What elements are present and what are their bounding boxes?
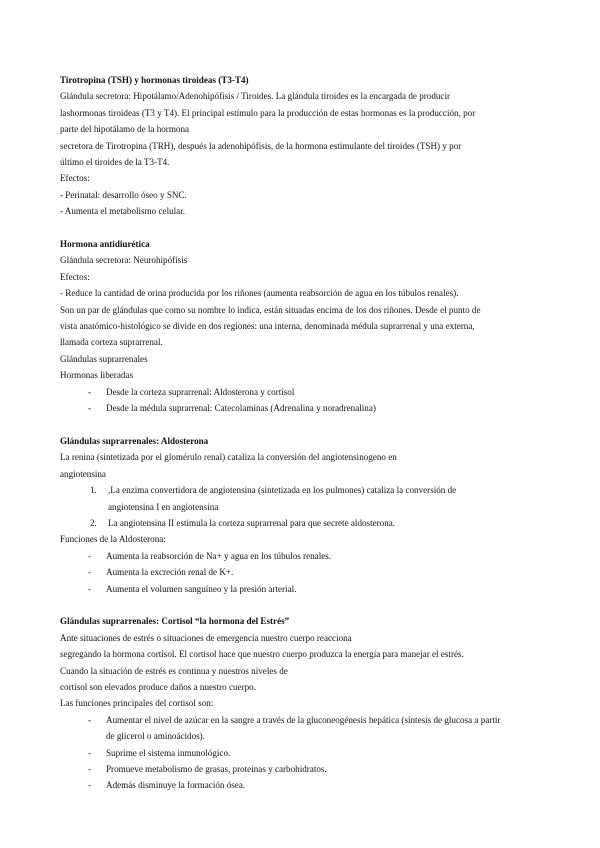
paragraph-line: Ante situaciones de estrés o situaciones de emergencia nuestro cuerpo reacciona bbox=[60, 632, 352, 643]
numbered-item: 1. ,La enzima convertidora de angiotensina (sintetizada en los pulmones) cataliza la conversión de angiotensina I en angiotensina bbox=[60, 482, 536, 515]
spacer bbox=[60, 220, 536, 236]
paragraph-line: La renina (sintetizada por el glomérulo renal) cataliza la conversión del angiotensinogeno en bbox=[60, 452, 397, 463]
paragraph-line: Glándula secretora: Neurohipófisis bbox=[60, 255, 188, 266]
effects-label: Efectos: bbox=[60, 173, 90, 184]
paragraph-line: lashormonas tiroideas (T3 y T4). El principal estímulo para la producción de estas hormonas es la producción, por bbox=[60, 107, 476, 118]
paragraph-line: cortisol son elevados produce daños a nuestro cuerpo. bbox=[60, 681, 256, 692]
bullet-dash: - bbox=[88, 747, 92, 758]
item-number: 1. bbox=[90, 485, 97, 496]
list-item: - Desde la médula suprarrenal: Catecolaminas (Adrenalina y noradrenalina) bbox=[60, 400, 536, 416]
paragraph-line: vista anatómico-histológico se divide en dos regiones: una interna, denominada médula suprarrenal y una externa, bbox=[60, 321, 475, 332]
paragraph-line: Cuando la situación de estrés es continua y nuestros niveles de bbox=[60, 665, 288, 676]
bullet-dash: - bbox=[88, 567, 92, 578]
bullet-dash: - bbox=[88, 780, 92, 791]
effect-item: - Aumenta el metabolismo celular. bbox=[60, 206, 186, 217]
effect-item: - Perinatal: desarrollo óseo y SNC. bbox=[60, 189, 187, 200]
numbered-item: 2. La angiotensina II estimula la corteza suprarrenal para que secrete aldosterona. bbox=[60, 515, 536, 531]
bullet-dash: - bbox=[88, 386, 92, 397]
section-title-aldosterona: Glándulas suprarrenales: Aldosterona bbox=[60, 435, 209, 446]
effects-label: Efectos: bbox=[60, 271, 90, 282]
paragraph-line: Glándulas suprarrenales bbox=[60, 353, 148, 364]
document-body bbox=[60, 72, 536, 794]
list-item: - Además disminuye la formación ósea. bbox=[60, 777, 536, 793]
bullet-dash: - bbox=[88, 403, 92, 414]
paragraph-line: último el tiroides de la T3-T4. bbox=[60, 157, 170, 168]
paragraph-line: angiotensina bbox=[60, 468, 106, 479]
list-item: - Suprime el sistema inmunológico. bbox=[60, 745, 536, 761]
list-item: - Aumentar el nivel de azúcar en la sangre a través de la gluconeogénesis hepática (síntesis de glucosa a partir de glicerol o aminoácidos). bbox=[60, 712, 536, 745]
paragraph-line: Son un par de glándulas que como su nombre lo indica, están situadas encima de los dos riñones. Desde el punto de bbox=[60, 304, 481, 315]
list-item: - Aumenta la excreción renal de K+. bbox=[60, 564, 536, 580]
list-item: - Desde la corteza suprarrenal: Aldosterona y cortisol bbox=[60, 384, 536, 400]
paragraph-line: parte del hipotálamo de la hormona bbox=[60, 124, 190, 135]
bullet-dash: - bbox=[88, 550, 92, 561]
paragraph-line: Glándula secretora: Hipotálamo/Adenohipófisis / Tiroides. La glándula tiroides es la encargada de producir bbox=[60, 91, 451, 102]
section-title-tsh: Tirotropina (TSH) y hormonas tiroideas (T3-T4) bbox=[60, 75, 249, 85]
section-title-cortisol: Glándulas suprarrenales: Cortisol “la hormona del Estrés” bbox=[60, 616, 290, 627]
bullet-dash: - bbox=[88, 714, 92, 725]
bullet-dash: - bbox=[88, 763, 92, 774]
paragraph-line: Hormonas liberadas bbox=[60, 370, 133, 381]
spacer bbox=[60, 597, 536, 613]
section-title-adh: Hormona antidiurética bbox=[60, 239, 150, 250]
paragraph-line: llamada corteza suprarrenal. bbox=[60, 337, 163, 348]
list-item: - Aumenta el volumen sanguíneo y la presión arterial. bbox=[60, 581, 536, 597]
spacer bbox=[60, 417, 536, 433]
paragraph-line: Las funciones principales del cortisol son: bbox=[60, 698, 214, 709]
paragraph-line: segregando la hormona cortisol. El cortisol hace que nuestro cuerpo produzca la energía para manejar el estrés. bbox=[60, 649, 464, 660]
paragraph-line: secretora de Tirotropina (TRH), después la adenohipófisis, de la hormona estimulante del tiroides (TSH) y por bbox=[60, 140, 462, 151]
bullet-dash: - bbox=[88, 583, 92, 594]
list-item: - Aumenta la reabsorción de Na+ y agua en los túbulos renales. bbox=[60, 548, 536, 564]
functions-label: Funciones de la Aldosterona: bbox=[60, 534, 166, 545]
item-number: 2. bbox=[90, 517, 97, 528]
effect-item: - Reduce la cantidad de orina producida por los riñones (aumenta reabsorción de agua en los túbulos renales). bbox=[60, 288, 459, 299]
list-item: - Promueve metabolismo de grasas, proteínas y carbohidratos. bbox=[60, 761, 536, 777]
